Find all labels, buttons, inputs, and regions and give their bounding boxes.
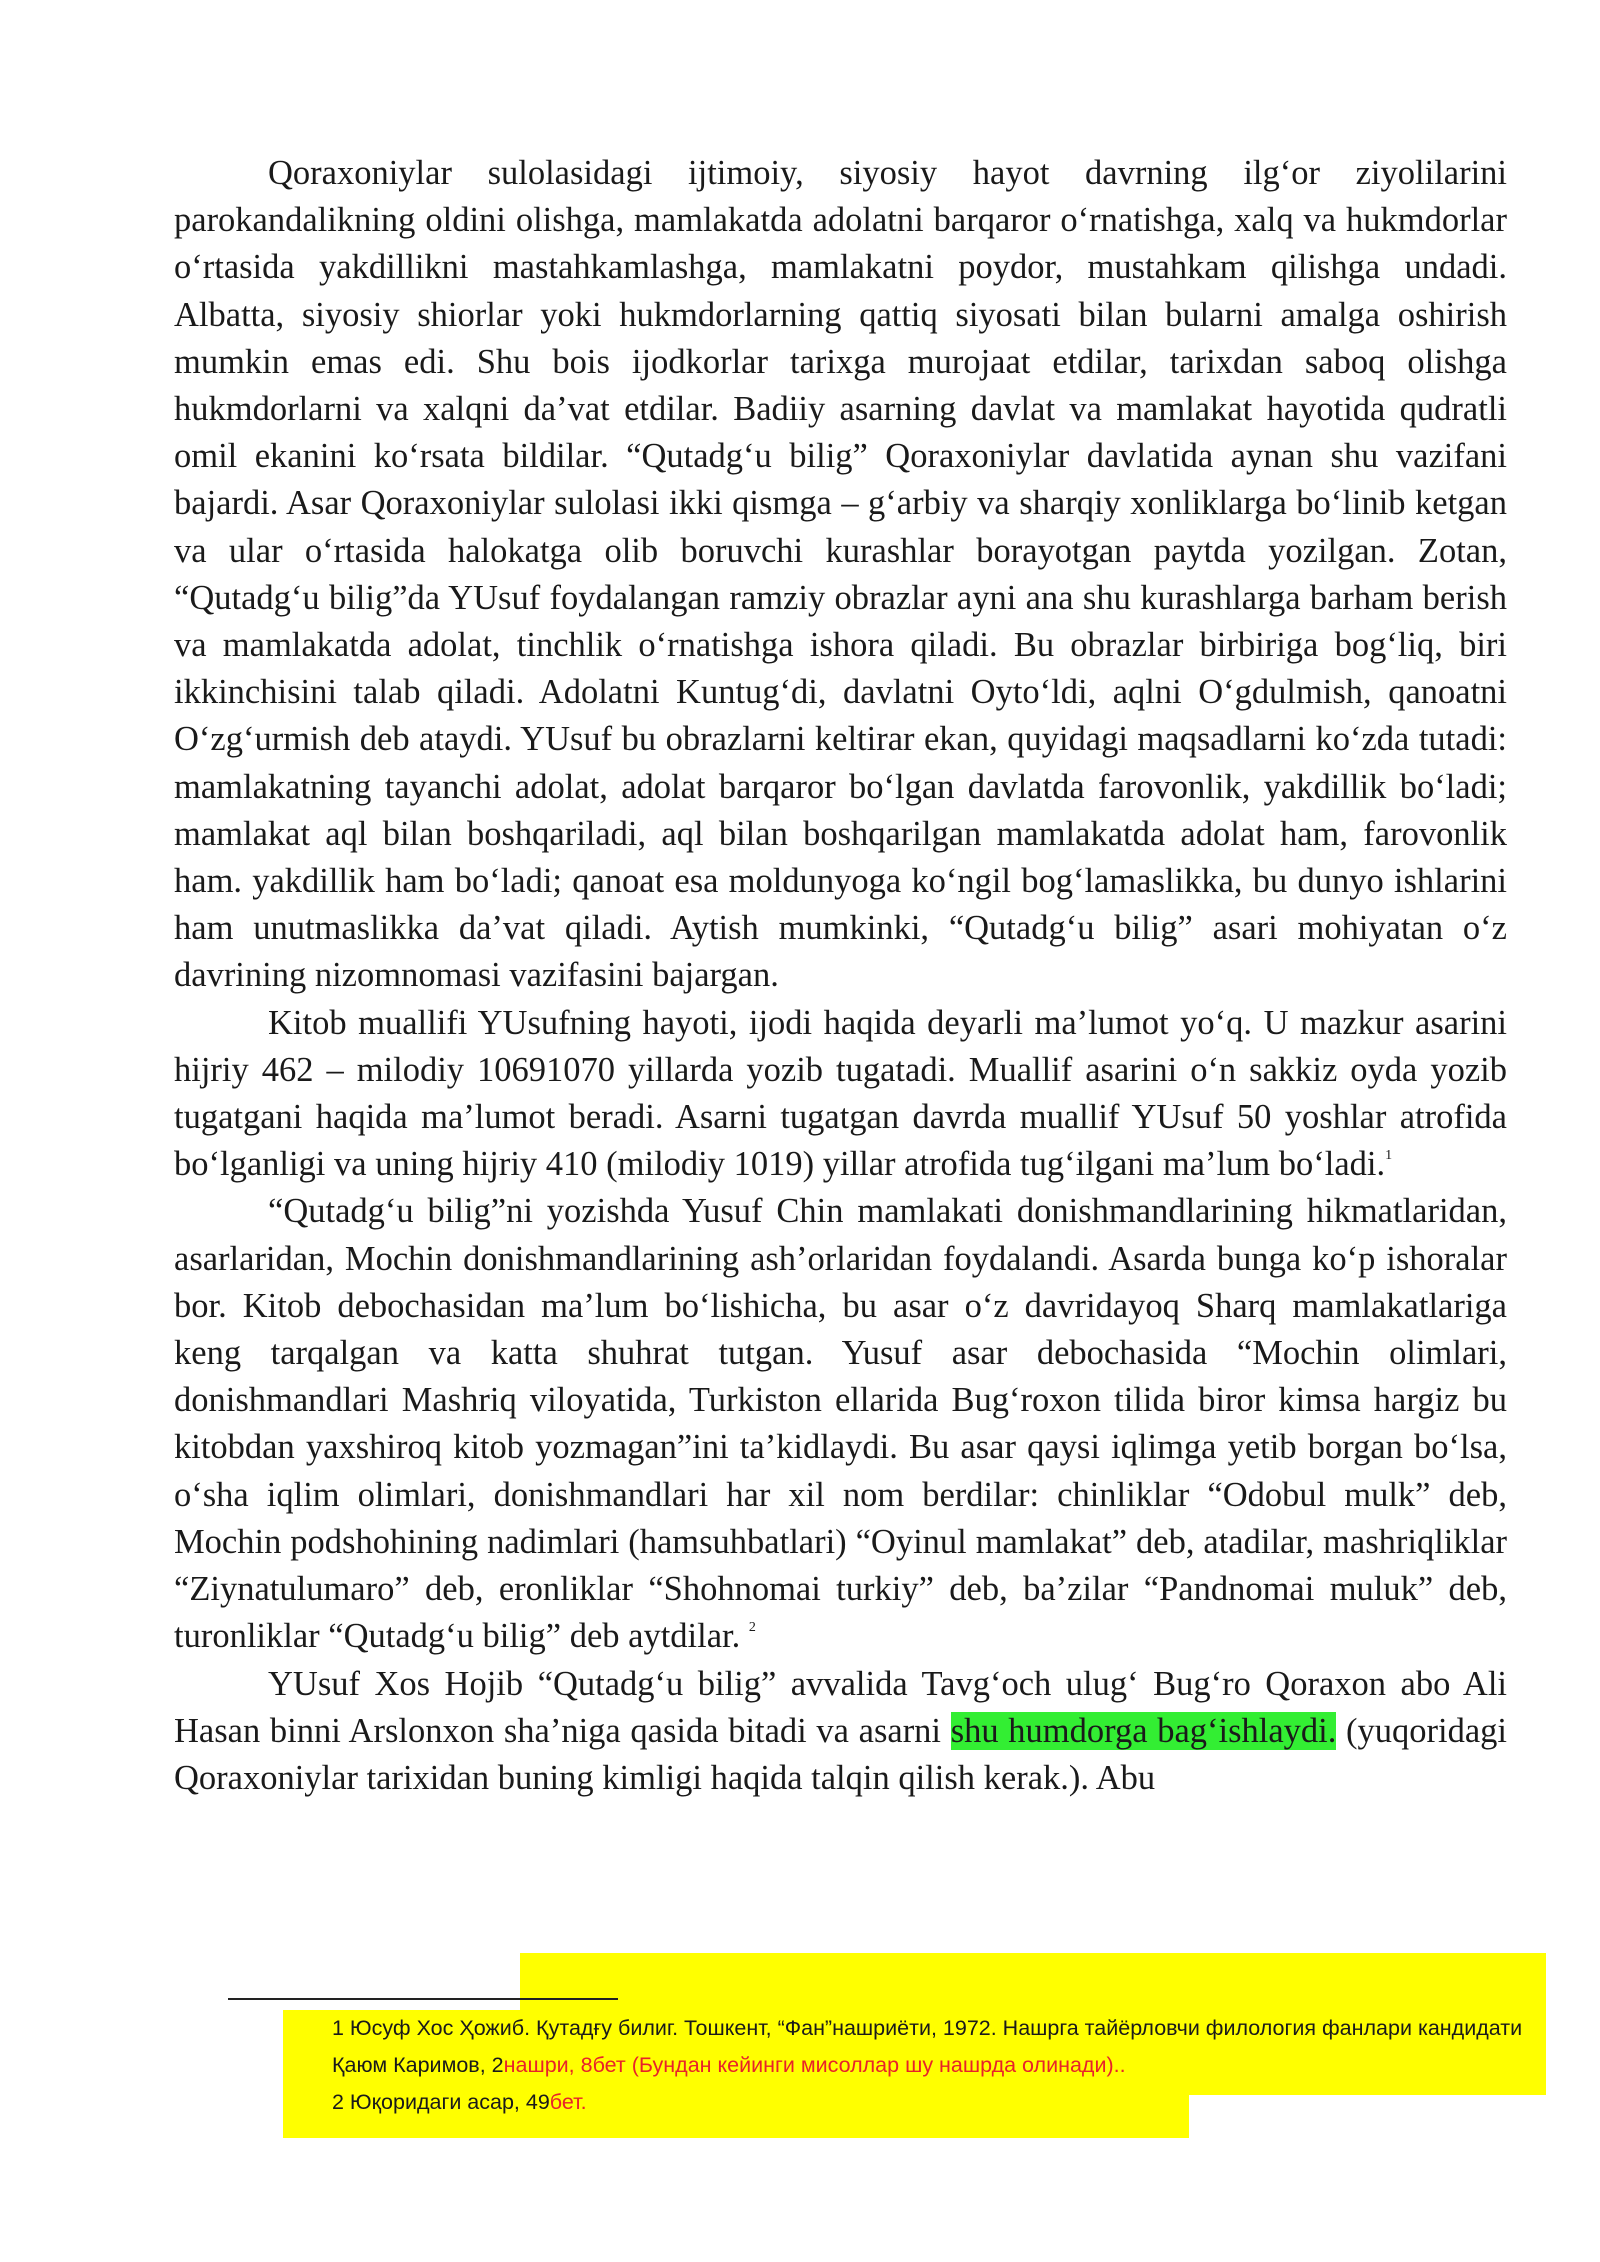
paragraph-3-text: “Qutadg‘u bilig”ni yozishda Yusuf Chin mamlakati donishmandlarining hikmatlaridan, asarlaridan, Mochin donishmandlarining ash’orlaridan foydalandi. Asarda bunga ko‘p ishoralar bor. Kitob debochasidan ma’lum bo‘lishicha, bu asar o‘z davridayoq Sharq mamlakatlariga keng tarqalgan va katta shuhrat tutgan. Yusuf asar debochasida “Mochin olimlari, donishmandlari Mashriq viloyatida, Turkiston ellarida Bug‘roxon tilida biror kimsa hargiz bu kitobdan yaxshiroq kitob yozmagan”ini ta’kidlaydi. Bu asar qaysi iqlimga yetib borgan bo‘lsa, o‘sha iqlim olimlari, donishmandlari har xil nom berdilar: chinliklar “Odobul mulk” deb, Mochin podshohining nadimlari (hamsuhbatlari) “Oyinul mamlakat” deb, atadilar, mashriqliklar “Ziynatulumaro” deb, eronliklar “Shohnomai turkiy” deb, ba’zilar “Pandnomai muluk” deb, turonliklar “Qutadg‘u bilig” deb aytdilar. xyxy=(174,1192,1507,1656)
footnote-2-red-text: бет. xyxy=(549,2090,587,2114)
footnote-2 xyxy=(332,2084,1532,2121)
paragraph-4 xyxy=(174,1661,1507,1803)
footnote-separator xyxy=(228,1998,618,2000)
footnote-ref-2[interactable]: 2 xyxy=(748,1620,756,1636)
paragraph-1 xyxy=(174,150,1507,1000)
paragraph-2 xyxy=(174,1000,1507,1189)
green-highlighted-text: shu humdorga bag‘ishlaydi. xyxy=(950,1711,1337,1750)
footnote-ref-1[interactable]: 1 xyxy=(1385,1148,1393,1164)
footnote-1-red-text: нашри, 8бет (Бундан кейинги мисоллар шу нашрда олинади).. xyxy=(503,2053,1126,2077)
body-text xyxy=(174,150,1507,1802)
footnote-1-text: 1 Юсуф Хос Ҳожиб. Қутадғу билиг. Тошкент, “Фан”нашриёти, 1972. Нашрга тайёрловчи филология фанлари кандидати Қаюм Каримов, 2 xyxy=(332,2016,1523,2077)
paragraph-4-text-end: (yuqoridagi Qoraxoniylar tarixidan buning kimligi haqida talqin qilish kerak.). Abu xyxy=(174,1711,1507,1797)
paragraph-2-text: Kitob muallifi YUsufning hayoti, ijodi haqida deyarli ma’lumot yo‘q. U mazkur asarini hijriy 462 – milodiy 10691070 yillarda yozib tugatadi. Muallif asarini o‘n sakkiz oyda yozib tugatgani haqida ma’lumot beradi. Asarni tugatgan davrda muallif YUsuf 50 yoshlar atrofida bo‘lganligi va uning hijriy 410 (milodiy 1019) yillar atrofida tug‘ilgani ma’lum bo‘ladi. xyxy=(174,1003,1507,1184)
paragraph-4-text-start: YUsuf Xos Hojib “Qutadg‘u bilig” avvalida Tavg‘och ulug‘ Bug‘ro Qoraxon abo Ali Hasan binni Arslonxon sha’niga qasida bitadi va asarni xyxy=(174,1664,1507,1750)
footnote-1 xyxy=(332,2010,1532,2084)
footnotes xyxy=(332,2010,1532,2121)
paragraph-3 xyxy=(174,1188,1507,1660)
footnote-2-text: 2 Юқоридаги асар, 49 xyxy=(332,2090,550,2114)
paragraph-1-text: Qoraxoniylar sulolasidagi ijtimoiy, siyosiy hayot davrning ilg‘or ziyolilarini parokandalikning oldini olishga, mamlakatda adolatni barqaror o‘rnatishga, xalq va hukmdorlar o‘rtasida yakdillikni mastahkamlashga, mamlakatni poydor, mustahkam qilishga undadi. Albatta, siyosiy shiorlar yoki hukmdorlarning qattiq siyosati bilan bularni amalga oshirish mumkin emas edi. Shu bois ijodkorlar tarixga murojaat etdilar, tarixdan saboq olishga hukmdorlarni va xalqni da’vat etdilar. Badiiy asarning davlat va mamlakat hayotida qudratli omil ekanini ko‘rsata bildilar. “Qutadg‘u bilig” Qoraxoniylar davlatida aynan shu vazifani bajardi. Asar Qoraxoniylar sulolasi ikki qismga – g‘arbiy va sharqiy xonliklarga bo‘linib ketgan va ular o‘rtasida halokatga olib boruvchi kurashlar borayotgan paytda yozilgan. Zotan, “Qutadg‘u bilig”da YUsuf foydalangan ramziy obrazlar ayni ana shu kurashlarga barham berish va mamlakatda adolat, tinchlik o‘rnatishga ishora qiladi. Bu obrazlar birbiriga bog‘liq, biri ikkinchisini talab qiladi. Adolatni Kuntug‘di, davlatni Oyto‘ldi, aqlni O‘gdulmish, qanoatni O‘zg‘urmish deb ataydi. YUsuf bu obrazlarni keltirar ekan, quyidagi maqsadlarni ko‘zda tutadi: mamlakatning tayanchi adolat, adolat barqaror bo‘lgan davlatda farovonlik, yakdillik bo‘ladi; mamlakat aql bilan boshqariladi, aql bilan boshqarilgan mamlakatda adolat ham, farovonlik ham. yakdillik ham bo‘ladi; qanoat esa moldunyoga ko‘ngil bog‘lamaslikka, bu dunyo ishlarini ham unutmaslikka da’vat qiladi. Aytish mumkinki, “Qutadg‘u bilig” asari mohiyatan o‘z davrining nizomnomasi vazifasini bajargan. xyxy=(174,154,1507,995)
